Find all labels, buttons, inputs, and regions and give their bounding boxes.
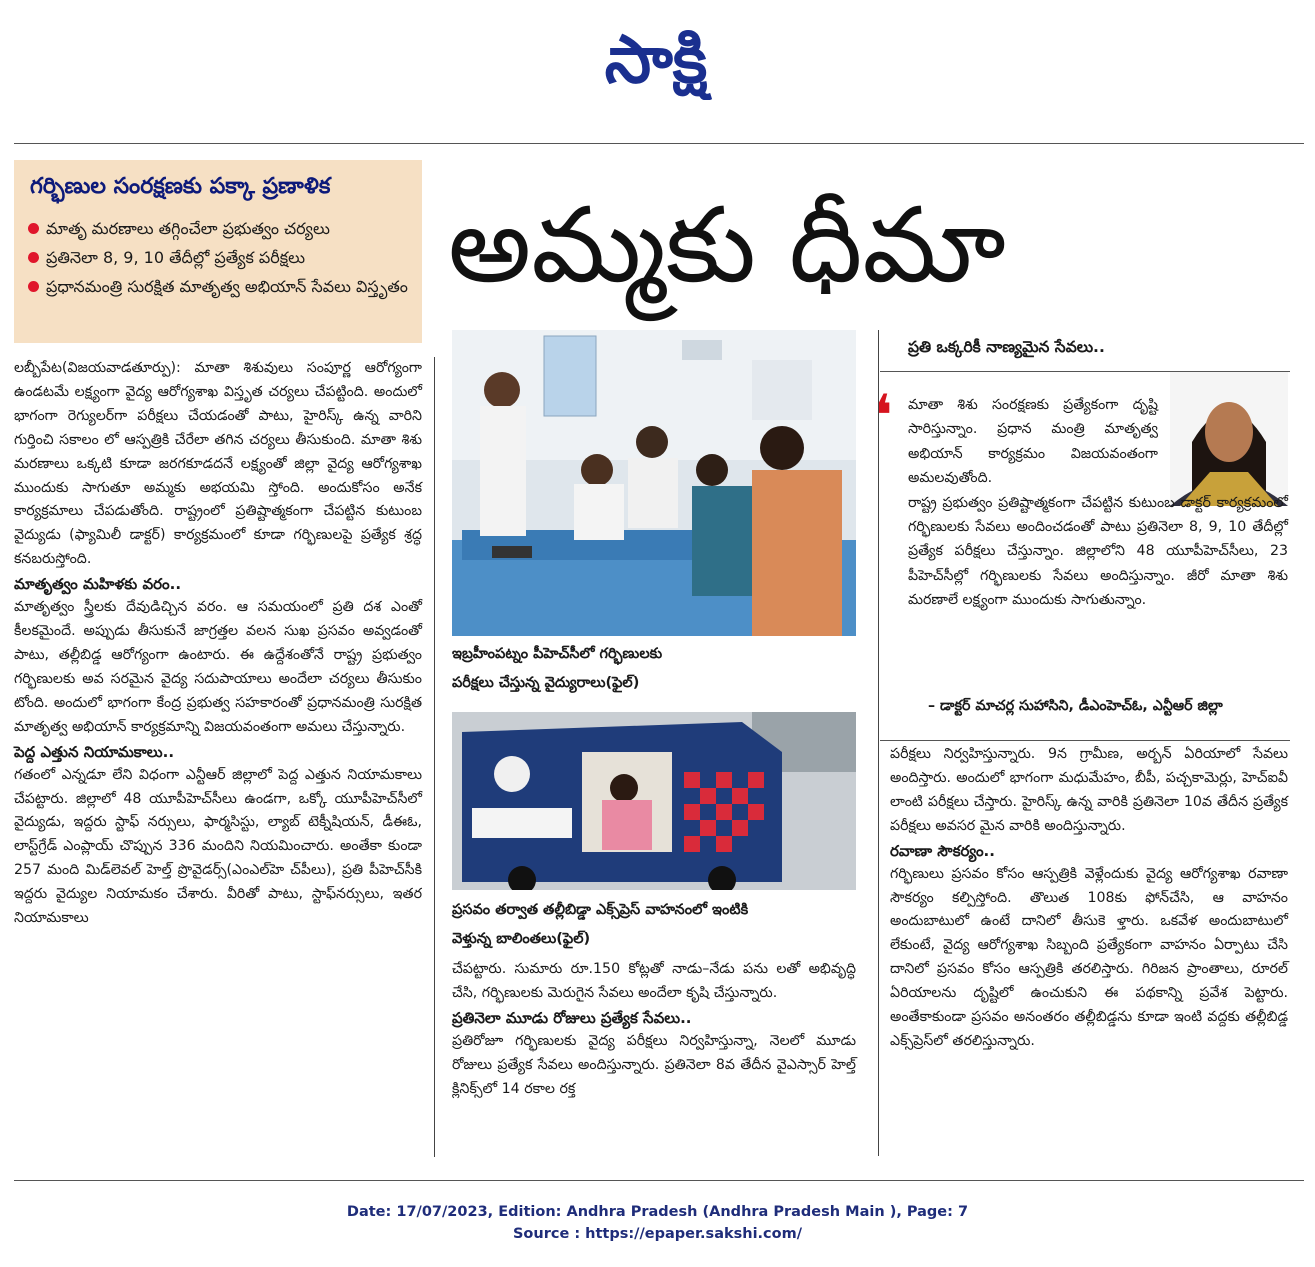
caption-line: ఇబ్రహీంపట్నం పీహెచ్‌సీలో గర్భిణులకు	[452, 646, 663, 662]
paragraph: చేపట్టారు. సుమారు రూ.150 కోట్లతో నాడు–నేడు పను లతో అభివృద్ధి చేసి, గర్భిణులకు మెరుగైన సేవలు అందేలా కృషి చేస్తున్నారు.	[452, 961, 856, 1001]
paragraph: పరీక్షలు నిర్వహిస్తున్నారు. 9న గ్రామీణ, అర్బన్‌ ఏరియాలో సేవలు అందిస్తారు. అందులో భాగంగా మధుమేహం, బీపీ, పచ్చకామెర్లు, హెచ్‌ఐవీ లాంటి పరీక్షలు చేస్తారు. హైరిస్క్‌ ఉన్న వారికి ప్రతినెలా 10వ తేదీన ప్రత్యేక పరీక్షలు అవసర మైన వారికి అందిస్తున్నారు.	[890, 746, 1288, 834]
subheading: ప్రతినెలా మూడు రోజులు ప్రత్యేక సేవలు..	[452, 1008, 692, 1027]
column-2	[452, 958, 856, 1102]
source-link[interactable]: Source : https://epaper.sakshi.com/	[512, 1226, 803, 1242]
headline: అమ్మకు ధీమా	[448, 184, 1006, 306]
column-3	[890, 743, 1288, 1054]
subheading: రవాణా సౌకర్యం..	[890, 841, 995, 860]
quote-mark-icon: ❛	[874, 382, 893, 450]
logo-text: సాక్షి	[604, 21, 708, 98]
highlights-box	[14, 160, 422, 343]
highlight-item: ప్రతినెలా 8, 9, 10 తేదీల్లో ప్రత్యేక పరీక్షలు	[28, 243, 414, 272]
caption-line: ప్రసవం తర్వాత తల్లీబిడ్డా ఎక్స్‌ప్రెస్‌ వాహనంలో ఇంటికి	[452, 902, 749, 918]
photo2-caption	[452, 896, 856, 954]
quote-heading: ప్రతి ఒక్కరికీ నాణ్యమైన సేవలు..	[908, 338, 1105, 356]
vehicle-photo	[452, 712, 856, 890]
caption-line: పరీక్షలు చేస్తున్న వైద్యురాలు(ఫైల్‌)	[452, 675, 640, 691]
masthead-divider	[14, 143, 1304, 144]
quote-signature: – డాక్టర్‌ మాచర్ల సుహాసిని, డీఎంహెచ్‌ఓ, ఎన్టీఆర్‌ జిల్లా	[928, 698, 1223, 714]
paragraph: మాతృత్వం స్త్రీలకు దేవుడిచ్చిన వరం. ఆ సమయంలో ప్రతి దశ ఎంతో కీలకమైందే. అప్పుడు తీసుకునే జాగ్రత్తల వలన సుఖ ప్రసవం అవ్వడంతో పాటు, తల్లీబిడ్డ ఆరోగ్యంగా ఉంటారు. ఈ ఉద్దేశంతోనే రాష్ట్ర ప్రభుత్వం గర్భిణులకు అవ సరమైన వైద్య సదుపాయాలు అందేలా చర్యలు తీసుకుం టోంది. అందులో భాగంగా కేంద్ర ప్రభుత్వ సహకారంతో ప్రధానమంత్రి సురక్షిత మాతృత్వ అభియాన్‌ కార్యక్రమాన్ని విజయవంతంగా అమలు చేస్తున్నారు.	[14, 599, 422, 735]
quote-divider	[880, 740, 1290, 741]
photo1-caption	[452, 640, 856, 698]
paragraph: గతంలో ఎన్నడూ లేని విధంగా ఎన్టీఆర్‌ జిల్లాలో పెద్ద ఎత్తున నియామకాలు చేపట్టారు. జిల్లాలో 48 యూపీహెచ్‌సీలు ఉండగా, ఒక్కో యూపీహెచ్‌సీలో వైద్యుడు, ఇద్దరు స్టాఫ్‌ నర్సులు, ఫార్మసిస్టు, ల్యాబ్‌ టెక్నీషియన్‌, డీఈఓ, లాస్ట్‌గ్రేడ్‌ ఎంప్లాయ్‌ చొప్పున 336 మందిని నియమించారు. అంతేకా కుండా 257 మంది మిడ్‌లెవల్‌ హెల్త్‌ ప్రొవైడర్స్‌(ఎంఎల్‌హె చ్‌పీలు), ప్రతి పీహెచ్‌సీకి ఇద్దరు వైద్యుల నియామకం చేశారు. వీరితో పాటు, స్టాఫ్‌నర్సులు, ఇతర నియామకాలు	[14, 766, 422, 927]
paragraph: గర్భిణులు ప్రసవం కోసం ఆస్పత్రికి వెళ్లేందుకు వైద్య ఆరోగ్యశాఖ రవాణా సౌకర్యం కల్పిస్తోంది. తొలుత 108కు ఫోన్‌చేసి, ఆ వాహనం అందుబాటులో ఉంటే దానిలో తీసుకె ళ్తారు. ఒకవేళ అందుబాటులో లేకుంటే, వైద్య ఆరోగ్యశాఖ సిబ్బంది ప్రత్యేకంగా వాహనం ఏర్పాటు చేసి దానిలో ప్రసవం కోసం ఆస్పత్రికి తరలిస్తారు. గిరిజన ప్రాంతాలు, రూరల్‌ ఏరియాలను దృష్టిలో ఉంచుకుని ఈ పథకాన్ని ప్రవేశ పెట్టారు. అంతేకాకుండా ప్రసవం అనంతరం తల్లీబిడ్డను కూడా ఇంటి వద్దకు తల్లీబిడ్డ ఎక్స్‌ప్రెస్‌లో తరలిస్తున్నారు.	[890, 865, 1288, 1049]
highlight-item: ప్రధానమంత్రి సురక్షిత మాతృత్వ అభియాన్ సేవలు విస్తృతం	[28, 272, 414, 301]
quote-text-part: రాష్ట్ర ప్రభుత్వం ప్రతిష్టాత్మకంగా చేపట్టిన కుటుంబ డాక్టర్‌ కార్యక్రమంలో గర్భిణులకు సేవలు అందించడంతో పాటు ప్రతినెలా 8, 9, 10 తేదీల్లో ప్రత్యేక పరీక్షలు చేస్తున్నాం. జిల్లాలోని 48 యూపీహెచ్‌సీలు, 23 పీహెచ్‌సీల్లో గర్భిణులకు సేవలు అందిస్తున్నాం. జీరో మాతా శిశు మరణాలే లక్ష్యంగా ముందుకు సాగుతున్నాం.	[908, 494, 1288, 609]
column-divider	[878, 330, 879, 1156]
column-divider	[434, 357, 435, 1157]
subheading: పెద్ద ఎత్తున నియామకాలు..	[14, 742, 175, 761]
intro-paragraph: లబ్బీపేట(విజయవాడతూర్పు): మాతా శిశువులు సంపూర్ణ ఆరోగ్యంగా ఉండటమే లక్ష్యంగా వైద్య ఆరోగ్యశాఖ విస్తృత చర్యలు చేపట్టింది. అందులో భాగంగా రెగ్యులర్‌గా పరీక్షలు చేయడంతో పాటు, హైరిస్క్‌ ఉన్న వారిని గుర్తించి సకాలం లో ఆస్పత్రికి చేరేలా తగిన చర్యలు తీసుకుంది. మాతా శిశు మరణాలు ఒక్కటి కూడా జరగకూడదనే లక్ష్యంతో జిల్లా వైద్య ఆరోగ్యశాఖ ముందుకు సాగుతూ అమ్మకు అభయమి స్తోంది. అందుకోసం అనేక కార్యక్రమాలు చేపడుతోంది. రాష్ట్రంలో ప్రతిష్టాత్మకంగా చేపట్టిన కుటుంబ వైద్యుడు (ఫ్యామిలీ డాక్టర్‌) కార్యక్రమంలో కూడా గర్భిణులపై ప్రత్యేక శ్రద్ధ కనబరుస్తోంది.	[14, 360, 422, 568]
subheading: మాతృత్వం మహిళకు వరం..	[14, 575, 182, 594]
highlights-list	[28, 214, 414, 301]
footer-divider	[14, 1180, 1304, 1181]
highlights-title: గర్భిణుల సంరక్షణకు పక్కా ప్రణాళిక	[30, 174, 331, 199]
column-1	[14, 357, 422, 931]
quote-text-part: మాతా శిశు సంరక్షణకు ప్రత్యేకంగా దృష్టి సారిస్తున్నాం. ప్రధాన మంత్రి మాతృత్వ అభియాన్‌ కార్యక్రమం విజయవంతంగా అమలవుతోంది.	[908, 397, 1158, 487]
highlight-item: మాతృ మరణాలు తగ్గించేలా ప్రభుత్వం చర్యలు	[28, 214, 414, 243]
clinic-photo	[452, 330, 856, 636]
caption-line: వెళ్తున్న బాలింతలు(ఫైల్‌)	[452, 931, 591, 947]
paragraph: ప్రతిరోజూ గర్భిణులకు వైద్య పరీక్షలు నిర్వహిస్తున్నా, నెలలో మూడు రోజులు ప్రత్యేక సేవలు అందిస్తున్నారు. ప్రతినెలా 8వ తేదీన వైఎస్సార్‌ హెల్త్‌ క్లినిక్స్‌లో 14 రకాల రక్త	[452, 1032, 856, 1097]
quote-text	[908, 393, 1288, 613]
edition-info: Date: 17/07/2023, Edition: Andhra Pradesh (Andhra Pradesh Main ), Page: 7	[346, 1204, 969, 1220]
sakshi-logo	[556, 20, 756, 100]
